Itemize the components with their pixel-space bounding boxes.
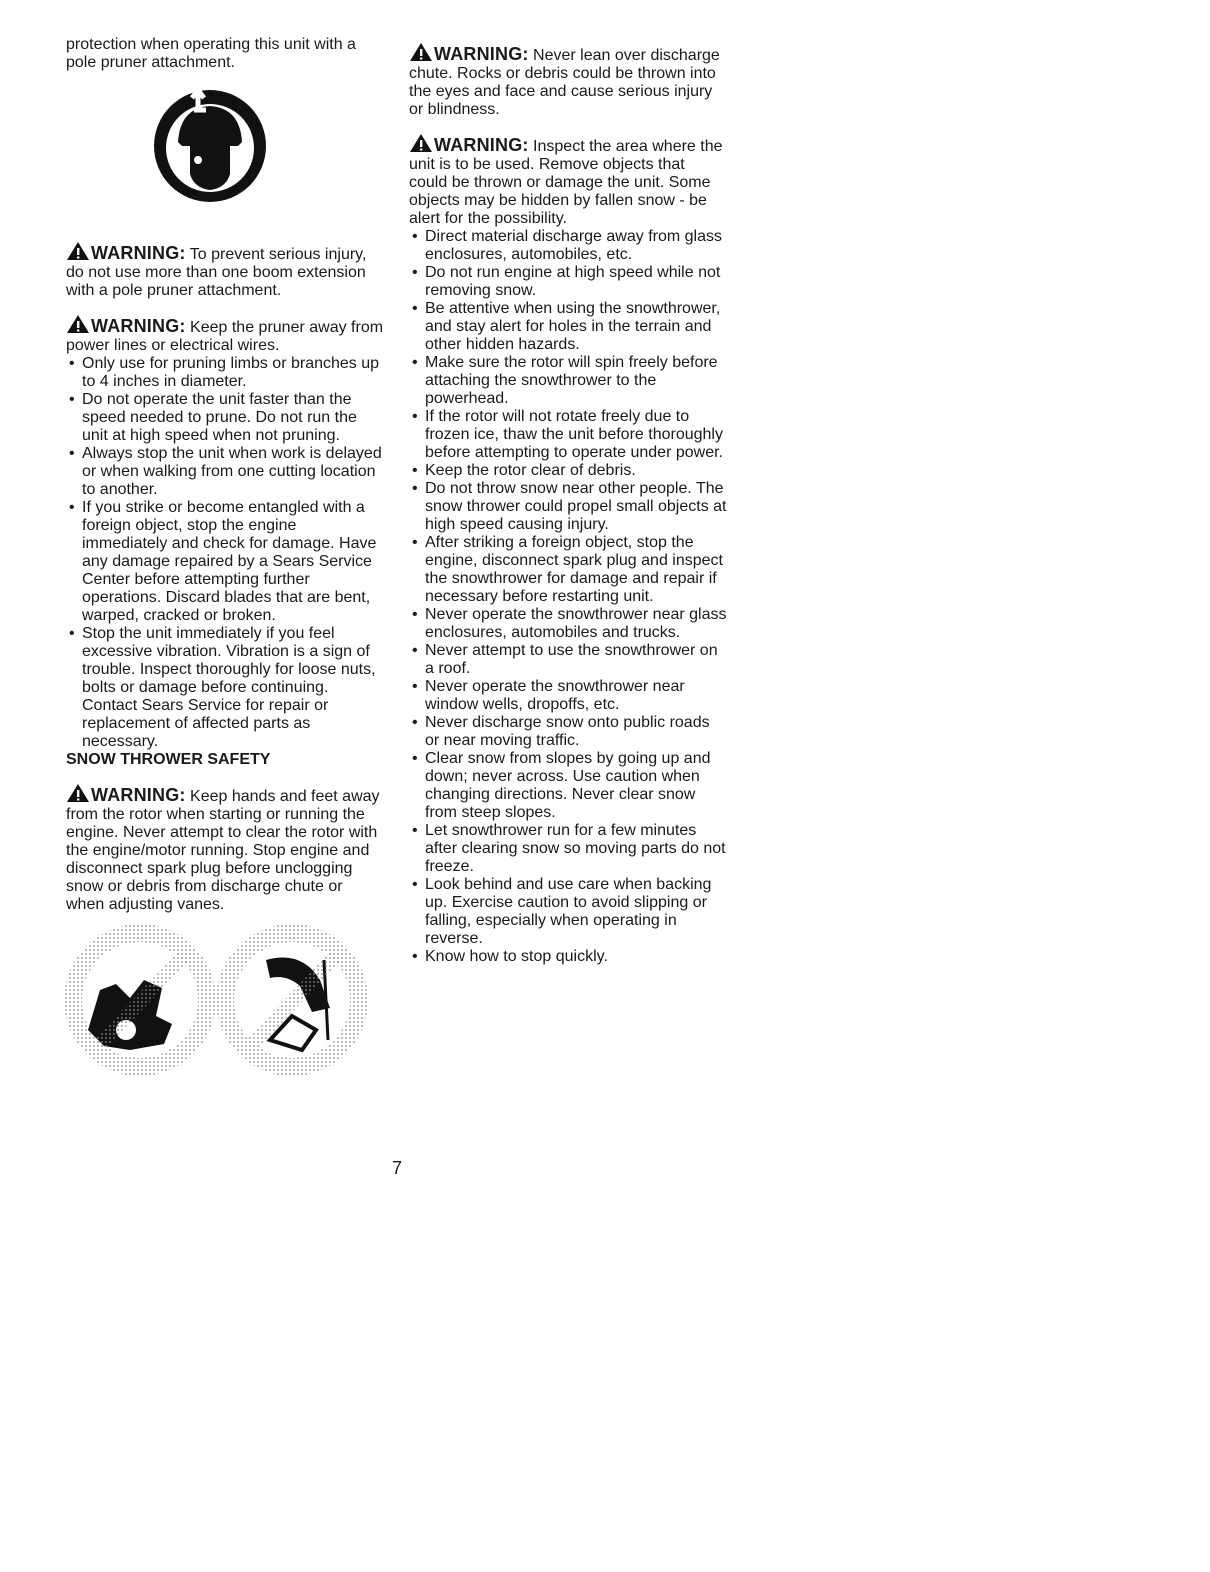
list-item: • Be attentive when using the snowthrower, and stay alert for holes in the terrain and other hidden hazards. [409,300,727,354]
list-item: • Never attempt to use the snowthrower on a roof. [409,642,727,678]
prohibition-figures [66,920,384,1080]
list-item: • Never operate the snowthrower near glass enclosures, automobiles and trucks. [409,606,727,642]
warning-triangle-icon [409,133,433,153]
intro-text: protection when operating this unit with a pole pruner attachment. [66,36,356,71]
warning-boom-extension: WARNING: To prevent serious injury, do not use more than one boom extension with a pole pruner attachment. [66,243,367,299]
section-title: SNOW THROWER SAFETY [66,751,271,768]
no-hands-icon [60,920,220,1080]
list-item: • Look behind and use care when backing up. Exercise caution to avoid slipping or falling, especially when operating in reverse. [409,876,727,948]
helmet-icon [150,86,270,206]
right-column [409,42,727,966]
left-column [66,36,384,1080]
list-item: • If you strike or become entangled with a foreign object, stop the engine immediately and check for damage. Have any damage repaired by a Sears Service Center before attempting further operations. Discard blades that are bent, warped, cracked or broken. [66,499,384,625]
list-item: • Let snowthrower run for a few minutes after clearing snow so moving parts do not freeze. [409,822,727,876]
warning-triangle-icon [66,314,90,334]
list-item: • Know how to stop quickly. [409,948,727,966]
list-item: • After striking a foreign object, stop the engine, disconnect spark plug and inspect the snowthrower for damage and repair if necessary before restarting unit. [409,534,727,606]
warning-triangle-icon [66,241,90,261]
list-item: • Always stop the unit when work is delayed or when walking from one cutting location to another. [66,445,384,499]
no-feet-icon [212,920,372,1080]
list-item: • Stop the unit immediately if you feel excessive vibration. Vibration is a sign of trouble. Inspect thoroughly for loose nuts, bolts or damage before continuing. Contact Sears Service for repair or replacement of affected parts as necessary. [66,625,384,751]
pruner-bullet-list [66,355,384,751]
list-item: • Never operate the snowthrower near window wells, dropoffs, etc. [409,678,727,714]
list-item: • Make sure the rotor will spin freely before attaching the snowthrower to the powerhead. [409,354,727,408]
list-item: • Keep the rotor clear of debris. [409,462,727,480]
warning-rotor: WARNING: Keep hands and feet away from the rotor when starting or running the engine. Never attempt to clear the rotor with the engine/motor running. Stop engine and disconnect spark plug before unclogging snow or debris from discharge chute or when adjusting vanes. [66,785,380,913]
helmet-figure [66,72,384,215]
list-item: • Clear snow from slopes by going up and down; never across. Use caution when changing directions. Never clear snow from steep slopes. [409,750,727,822]
warning-discharge-chute: WARNING: Never lean over discharge chute. Rocks or debris could be thrown into the eyes and face and cause serious injury or blindness. [409,44,720,118]
list-item: • Direct material discharge away from glass enclosures, automobiles, etc. [409,228,727,264]
list-item: • Do not throw snow near other people. The snow thrower could propel small objects at high speed causing injury. [409,480,727,534]
warning-triangle-icon [409,42,433,62]
warning-power-lines: WARNING: Keep the pruner away from power lines or electrical wires. [66,316,384,354]
warning-inspect-area: WARNING: Inspect the area where the unit is to be used. Remove objects that could be thrown or damage the unit. Some objects may be hidden by fallen snow - be alert for the possibility. [409,135,723,227]
list-item: • If the rotor will not rotate freely due to frozen ice, thaw the unit before thoroughly before attempting to operate under power. [409,408,727,462]
snowthrower-bullet-list [409,228,727,966]
list-item: • Do not operate the unit faster than the speed needed to prune. Do not run the unit at high speed when not pruning. [66,391,384,445]
list-item: • Only use for pruning limbs or branches up to 4 inches in diameter. [66,355,384,391]
list-item: • Never discharge snow onto public roads or near moving traffic. [409,714,727,750]
list-item: • Do not run engine at high speed while not removing snow. [409,264,727,300]
warning-triangle-icon [66,783,90,803]
page-number: 7 [392,1158,403,1178]
